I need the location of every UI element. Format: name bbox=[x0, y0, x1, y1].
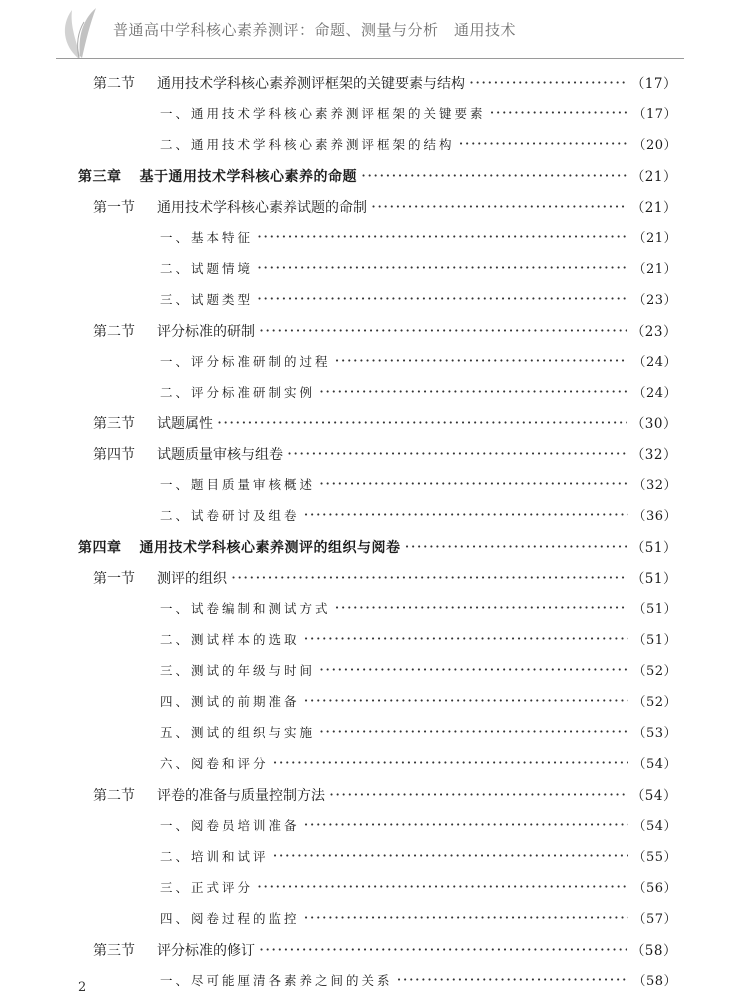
toc-entry-text: 一、题目质量审核概述 bbox=[160, 477, 316, 492]
toc-section-entry bbox=[93, 320, 677, 344]
toc-entry-text: 一、评分标准研制的过程 bbox=[160, 354, 331, 369]
toc-page-number: （56） bbox=[632, 881, 677, 896]
page-header bbox=[0, 0, 750, 62]
toc-item-entry bbox=[160, 351, 677, 375]
toc-entry-text: 二、试题情境 bbox=[160, 261, 254, 276]
toc-page-number: （17） bbox=[632, 107, 677, 122]
toc-entry-title bbox=[160, 878, 253, 896]
toc-dot-leader bbox=[287, 444, 627, 463]
toc-dot-leader bbox=[217, 413, 627, 432]
toc-dot-leader bbox=[259, 321, 627, 340]
toc-item-entry bbox=[160, 227, 677, 251]
toc-page-number: （32） bbox=[630, 447, 677, 463]
toc-entry-title bbox=[160, 383, 315, 401]
toc-entry-text: 四、阅卷过程的监控 bbox=[160, 911, 300, 926]
running-header-title: 普通高中学科核心素养测评：命题、测量与分析 通用技术 bbox=[113, 21, 517, 39]
toc-entry-title bbox=[93, 568, 227, 588]
toc-entry-title bbox=[78, 166, 357, 186]
toc-dot-leader bbox=[335, 598, 629, 617]
toc-entry-number: 第四节 bbox=[93, 447, 135, 463]
toc-dot-leader bbox=[405, 537, 627, 556]
toc-entry-title bbox=[93, 321, 255, 341]
toc-entry-title bbox=[160, 506, 300, 524]
toc-entry-number: 第三章 bbox=[78, 169, 122, 185]
toc-item-entry bbox=[160, 258, 677, 282]
toc-item-entry bbox=[160, 691, 677, 715]
toc-entry-text: 三、正式评分 bbox=[160, 880, 254, 895]
toc-page-number: （24） bbox=[632, 386, 677, 401]
toc-dot-leader bbox=[257, 877, 628, 896]
toc-entry-text: 一、阅卷员培训准备 bbox=[160, 818, 300, 833]
toc-entry-title bbox=[160, 723, 315, 741]
toc-entry-text: 二、通用技术学科核心素养测评框架的结构 bbox=[160, 137, 455, 152]
toc-dot-leader bbox=[304, 505, 629, 524]
toc-section-entry bbox=[93, 567, 677, 591]
toc-entry-text: 二、评分标准研制实例 bbox=[160, 385, 316, 400]
toc-item-entry bbox=[160, 846, 677, 870]
toc-entry-text: 评分标准的研制 bbox=[157, 324, 255, 340]
toc-entry-number: 第一节 bbox=[93, 200, 135, 216]
toc-dot-leader bbox=[304, 691, 629, 710]
toc-entry-number: 第二节 bbox=[93, 324, 135, 340]
toc-page-number: （57） bbox=[632, 912, 677, 927]
toc-dot-leader bbox=[319, 382, 628, 401]
toc-entry-text: 五、测试的组织与实施 bbox=[160, 725, 316, 740]
toc-entry-text: 测评的组织 bbox=[157, 571, 227, 587]
toc-entry-title bbox=[160, 599, 331, 617]
toc-page-number: （30） bbox=[630, 416, 677, 432]
toc-page-number: （58） bbox=[630, 943, 677, 959]
toc-dot-leader bbox=[304, 815, 629, 834]
toc-page-number: （23） bbox=[630, 324, 677, 340]
toc-item-entry bbox=[160, 289, 677, 313]
toc-entry-title bbox=[78, 537, 401, 557]
toc-page-number: （20） bbox=[632, 138, 677, 153]
toc-entry-title bbox=[160, 692, 300, 710]
toc-item-entry bbox=[160, 103, 677, 127]
toc-dot-leader bbox=[490, 103, 629, 122]
toc-section-entry bbox=[93, 412, 677, 436]
toc-entry-title bbox=[160, 290, 253, 308]
toc-entry-title bbox=[160, 135, 455, 153]
toc-entry-title bbox=[93, 785, 325, 805]
toc-item-entry bbox=[160, 970, 677, 994]
toc-dot-leader bbox=[273, 753, 629, 772]
toc-page-number: （21） bbox=[632, 231, 677, 246]
page-number: 2 bbox=[78, 980, 87, 995]
toc-entry-text: 二、测试样本的选取 bbox=[160, 632, 300, 647]
toc-item-entry bbox=[160, 908, 677, 932]
toc-entry-text: 一、尽可能厘清各素养之间的关系 bbox=[160, 973, 393, 988]
toc-entry-text: 一、试卷编制和测试方式 bbox=[160, 601, 331, 616]
toc-entry-title bbox=[93, 413, 213, 433]
toc-item-entry bbox=[160, 877, 677, 901]
toc-page-number: （54） bbox=[632, 757, 677, 772]
toc-entry-text: 六、阅卷和评分 bbox=[160, 756, 269, 771]
toc-page-number: （52） bbox=[632, 664, 677, 679]
toc-dot-leader bbox=[329, 785, 627, 804]
toc-entry-title bbox=[160, 259, 253, 277]
toc-entry-title bbox=[93, 73, 465, 93]
toc-entry-text: 一、通用技术学科核心素养测评框架的关键要素 bbox=[160, 106, 486, 121]
toc-entry-text: 一、基本特征 bbox=[160, 230, 254, 245]
toc-page-number: （51） bbox=[632, 633, 677, 648]
toc-dot-leader bbox=[231, 568, 627, 587]
toc-page-number: （21） bbox=[630, 200, 677, 216]
toc-dot-leader bbox=[257, 258, 628, 277]
toc-entry-text: 三、试题类型 bbox=[160, 292, 254, 307]
toc-entry-number: 第一节 bbox=[93, 571, 135, 587]
toc-page-number: （17） bbox=[630, 76, 677, 92]
toc-entry-text: 通用技术学科核心素养测评的组织与阅卷 bbox=[139, 540, 401, 556]
toc-item-entry bbox=[160, 815, 677, 839]
toc-entry-number: 第二节 bbox=[93, 76, 135, 92]
toc-entry-title bbox=[93, 197, 367, 217]
toc-page-number: （21） bbox=[630, 169, 677, 185]
toc-dot-leader bbox=[257, 289, 628, 308]
toc-item-entry bbox=[160, 660, 677, 684]
header-divider bbox=[56, 58, 684, 59]
toc-entry-number: 第二节 bbox=[93, 788, 135, 804]
toc-entry-text: 试题质量审核与组卷 bbox=[157, 447, 283, 463]
toc-entry-text: 通用技术学科核心素养试题的命制 bbox=[157, 200, 367, 216]
toc-entry-title bbox=[160, 909, 300, 927]
toc-entry-text: 四、测试的前期准备 bbox=[160, 694, 300, 709]
toc-item-entry bbox=[160, 753, 677, 777]
toc-entry-title bbox=[160, 754, 269, 772]
toc-page-number: （58） bbox=[632, 974, 677, 989]
toc-dot-leader bbox=[273, 846, 629, 865]
toc-dot-leader bbox=[319, 660, 628, 679]
toc-page-number: （23） bbox=[632, 293, 677, 308]
toc-page-number: （36） bbox=[632, 509, 677, 524]
toc-page-number: （54） bbox=[630, 788, 677, 804]
leaf-logo-icon bbox=[56, 4, 102, 60]
toc-entry-title bbox=[160, 352, 331, 370]
toc-item-entry bbox=[160, 598, 677, 622]
toc-section-entry bbox=[93, 196, 677, 220]
toc-dot-leader bbox=[335, 351, 629, 370]
toc-dot-leader bbox=[469, 73, 627, 92]
toc-entry-text: 三、测试的年级与时间 bbox=[160, 663, 316, 678]
toc-item-entry bbox=[160, 134, 677, 158]
toc-entry-title bbox=[93, 444, 283, 464]
toc-page-number: （51） bbox=[630, 540, 677, 556]
toc-page-number: （24） bbox=[632, 355, 677, 370]
toc-page-number: （51） bbox=[630, 571, 677, 587]
toc-entry-number: 第三节 bbox=[93, 416, 135, 432]
toc-dot-leader bbox=[371, 197, 627, 216]
toc-page-number: （32） bbox=[632, 478, 677, 493]
toc-entry-title bbox=[160, 816, 300, 834]
toc-dot-leader bbox=[304, 629, 629, 648]
toc-section-entry bbox=[93, 939, 677, 963]
toc-dot-leader bbox=[257, 227, 628, 246]
toc-page-number: （21） bbox=[632, 262, 677, 277]
toc-entry-title bbox=[93, 940, 255, 960]
toc-dot-leader bbox=[397, 970, 629, 989]
toc-page-number: （54） bbox=[632, 819, 677, 834]
toc-section-entry bbox=[93, 443, 677, 467]
toc-entry-text: 评分标准的修订 bbox=[157, 943, 255, 959]
toc-section-entry bbox=[93, 784, 677, 808]
toc-dot-leader bbox=[361, 166, 627, 185]
toc-entry-text: 通用技术学科核心素养测评框架的关键要素与结构 bbox=[157, 76, 465, 92]
toc-item-entry bbox=[160, 505, 677, 529]
toc-entry-number: 第四章 bbox=[78, 540, 122, 556]
toc-page-number: （52） bbox=[632, 695, 677, 710]
toc-page-number: （51） bbox=[632, 602, 677, 617]
toc-entry-title bbox=[160, 475, 315, 493]
toc-entry-text: 基于通用技术学科核心素养的命题 bbox=[139, 169, 357, 185]
toc-entry-title bbox=[160, 661, 315, 679]
toc-dot-leader bbox=[319, 722, 628, 741]
toc-page-number: （53） bbox=[632, 726, 677, 741]
toc-entry-text: 试题属性 bbox=[157, 416, 213, 432]
toc-dot-leader bbox=[459, 134, 629, 153]
toc-entry-title bbox=[160, 104, 486, 122]
toc-dot-leader bbox=[319, 474, 628, 493]
toc-entry-title bbox=[160, 971, 393, 989]
toc-item-entry bbox=[160, 722, 677, 746]
toc-entry-title bbox=[160, 630, 300, 648]
toc-entry-text: 评卷的准备与质量控制方法 bbox=[157, 788, 325, 804]
toc-section-entry bbox=[93, 72, 677, 96]
toc-dot-leader bbox=[304, 908, 629, 927]
toc-page-number: （55） bbox=[632, 850, 677, 865]
toc-item-entry bbox=[160, 629, 677, 653]
toc-chapter-entry bbox=[78, 536, 677, 560]
toc-entry-text: 二、试卷研讨及组卷 bbox=[160, 508, 300, 523]
toc-entry-text: 二、培训和试评 bbox=[160, 849, 269, 864]
toc-chapter-entry bbox=[78, 165, 677, 189]
toc-item-entry bbox=[160, 382, 677, 406]
toc-entry-number: 第三节 bbox=[93, 943, 135, 959]
toc-entry-title bbox=[160, 847, 269, 865]
toc-entry-title bbox=[160, 228, 253, 246]
toc-item-entry bbox=[160, 474, 677, 498]
toc-dot-leader bbox=[259, 940, 627, 959]
